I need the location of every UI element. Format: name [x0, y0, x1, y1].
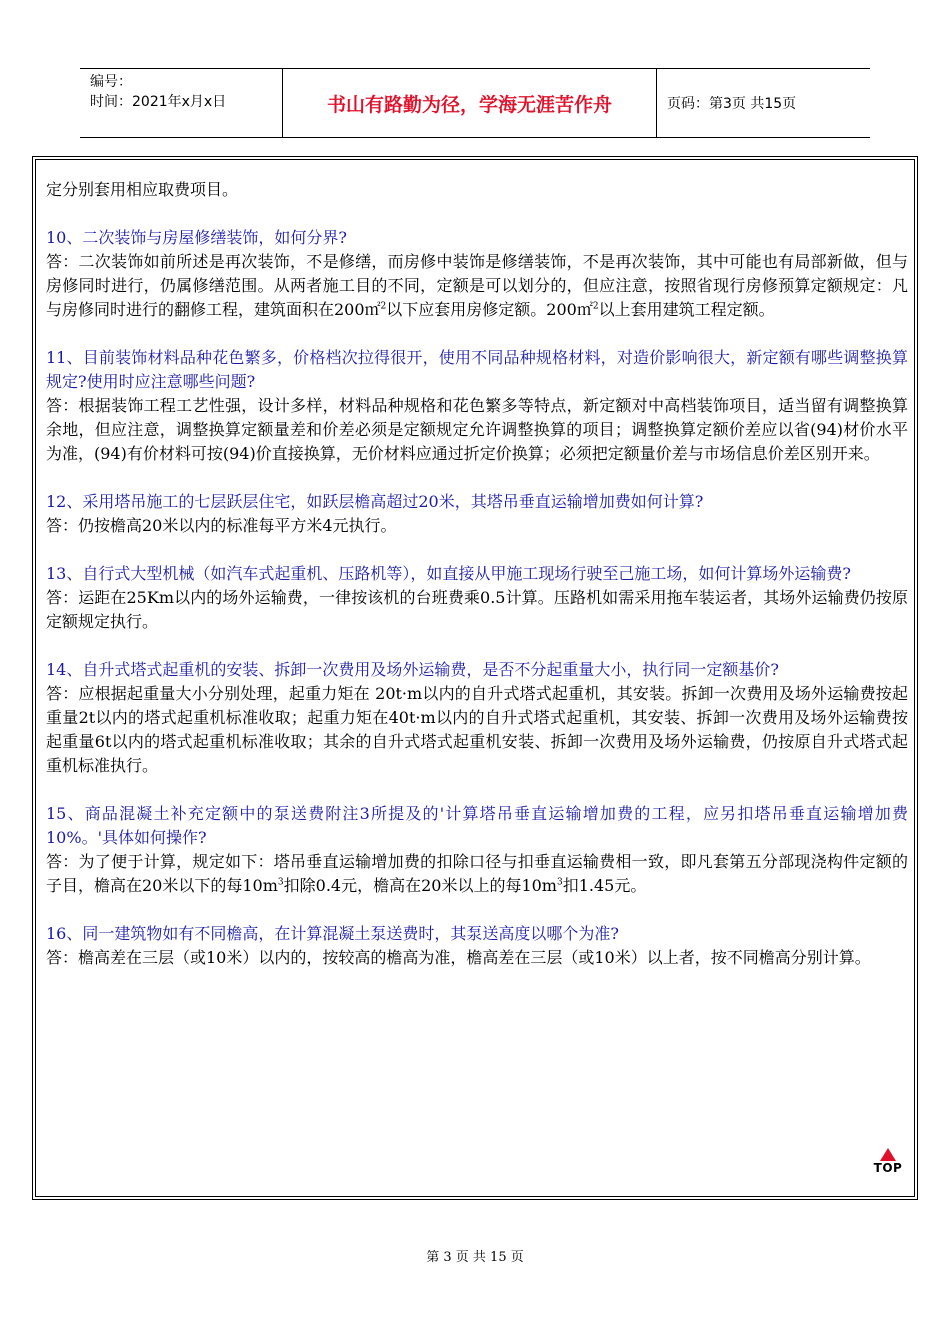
answer-12: 答：仍按檐高20米以内的标准每平方米4元执行。: [46, 516, 397, 535]
time-label: 时间：2021年x月x日: [90, 94, 227, 110]
qa-item-11: [46, 346, 908, 466]
page-footer: 第 3 页 共 15 页: [426, 1250, 524, 1265]
answer-11: 答：根据装饰工程工艺性强，设计多样，材料品种规格和花色繁多等特点，新定额对中高档装饰项目，适当留有调整换算余地，但应注意，调整换算定额量差和价差必须是定额规定允许调整换算的项目；调整换算定额价差应以省(94)材价水平为准，(94)有价材料可按(94)价直接换算，无价材料应通过折定价换算；必须把定额量价差与市场信息价差区别开来。: [46, 396, 908, 463]
answer-16: 答：檐高差在三层（或10米）以内的，按较高的檐高为准，檐高差在三层（或10米）以上者，按不同檐高分别计算。: [46, 948, 871, 967]
question-16: 16、同一建筑物如有不同檐高，在计算混凝土泵送费时，其泵送高度以哪个为准?: [46, 924, 619, 943]
back-to-top-button[interactable]: [868, 1148, 908, 1178]
number-label: 编号：: [90, 74, 132, 90]
header-page-label: 页码：第3页 共15页: [667, 96, 797, 112]
arrow-up-icon: [880, 1148, 896, 1161]
qa-item-15: [46, 802, 908, 898]
answer-14: 答：应根据起重量大小分别处理，起重力矩在 20t·m以内的自升式塔式起重机，其安装。拆卸一次费用及场外运输费按起重量2t以内的塔式起重机标准收取；起重力矩在40t·m以内的自升式塔式起重机，其安装、拆卸一次费用及场外运输费按起重量6t以内的塔式起重机标准收取；其余的自升式塔式起重机安装、拆卸一次费用及场外运输费，仍按原自升式塔式起重机标准执行。: [46, 684, 908, 775]
document-header: [80, 68, 870, 138]
qa-item-10: [46, 226, 908, 322]
answer-13: 答：运距在25Km以内的场外运输费，一律按该机的台班费乘0.5计算。压路机如需采用拖车装运者，其场外运输费仍按原定额规定执行。: [46, 588, 908, 631]
intro-text: 定分别套用相应取费项目。: [46, 180, 239, 199]
qa-item-16: [46, 922, 908, 970]
top-label: TOP: [873, 1161, 903, 1175]
header-info-cell: [80, 69, 282, 137]
answer-15: 答：为了便于计算，规定如下：塔吊垂直运输增加费的扣除口径与扣垂直运输费相一致，即凡套第五分部现浇构件定额的子目，檐高在20米以下的每$10m^3$扣除0.4元，檐高在20米以上的每$10m^3$扣1.45元。: [46, 852, 908, 895]
question-12: 12、采用塔吊施工的七层跃层住宅，如跃层檐高超过20米，其塔吊垂直运输增加费如何计算?: [46, 492, 704, 511]
question-15: 15、商品混凝土补充定额中的泵送费附注3所提及的'计算塔吊垂直运输增加费的工程，应另扣塔吊垂直运输增加费10%。'具体如何操作?: [46, 804, 908, 847]
header-motto: 书山有路勤为径，学海无涯苦作舟: [282, 69, 657, 137]
qa-item-14: [46, 658, 908, 778]
question-10: 10、二次装饰与房屋修缮装饰，如何分界?: [46, 228, 347, 247]
document-body: [46, 178, 908, 970]
qa-item-12: [46, 490, 908, 538]
question-14: 14、自升式塔式起重机的安装、拆卸一次费用及场外运输费，是否不分起重量大小，执行同一定额基价?: [46, 660, 779, 679]
question-11: 11、目前装饰材料品种花色繁多，价格档次拉得很开，使用不同品种规格材料，对造价影响很大，新定额有哪些调整换算规定?使用时应注意哪些问题?: [46, 348, 908, 391]
question-13: 13、自行式大型机械（如汽车式起重机、压路机等），如直接从甲施工现场行驶至己施工场，如何计算场外运输费?: [46, 564, 851, 583]
answer-10: 答：二次装饰如前所述是再次装饰，不是修缮，而房修中装饰是修缮装饰，不是再次装饰，其中可能也有局部新做，但与房修同时进行，仍属修缮范围。从两者施工目的不同，定额是可以划分的，但应注意，按照省现行房修预算定额规定：凡与房修同时进行的翻修工程，建筑面积在200㎡$^2$以下应套用房修定额。200㎡$^2$以上套用建筑工程定额。: [46, 252, 908, 319]
qa-item-13: [46, 562, 908, 634]
